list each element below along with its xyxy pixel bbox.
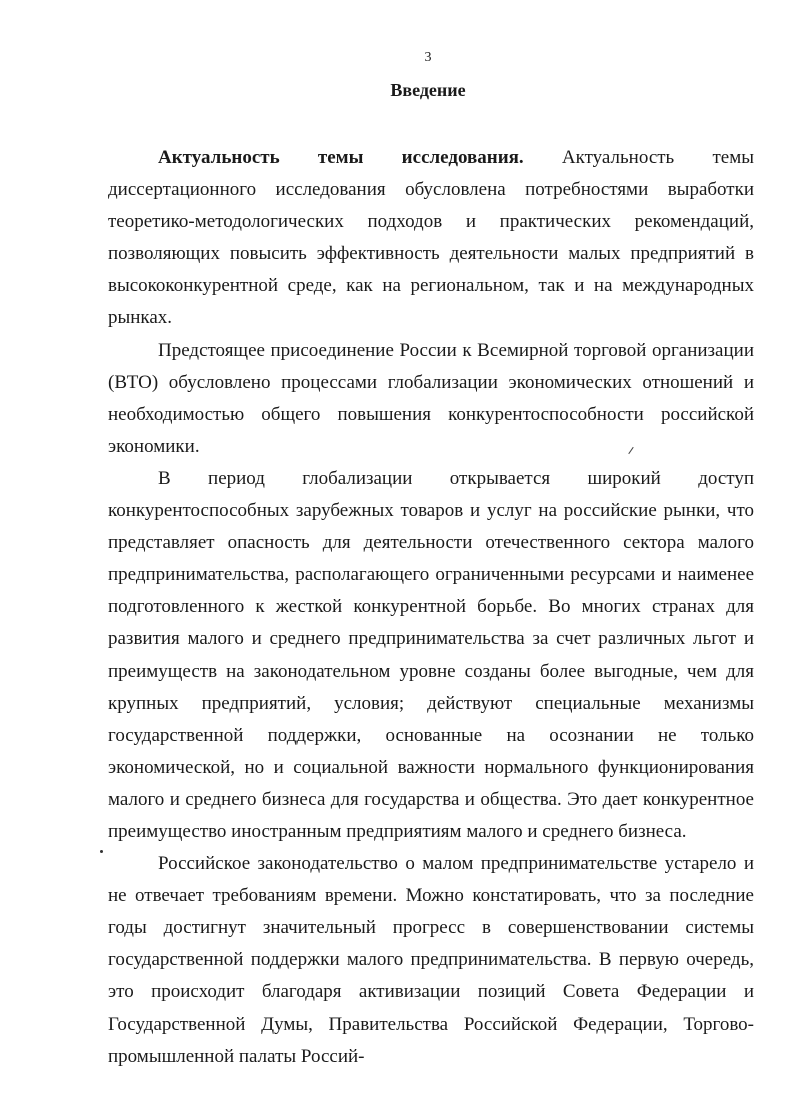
paragraph-legislation: Российское законодательство о малом предпринимательстве устарело и не отвечает требованиям времени. Можно констатировать, что за последние годы достигнут значительный прогресс в совершенствовании системы государственной поддержки малого предпринимательства. В первую очередь, это происходит благодаря активизации позиций Совета Федерации и Государственной Думы, Правительства Российской Федерации, Торгово-промышленной палаты Россий- (108, 853, 754, 1067)
page-number: 3 (424, 50, 432, 65)
body-text (108, 142, 754, 1073)
page-title: Введение (390, 80, 466, 100)
paragraph-globalization: В период глобализации открывается широкий доступ конкурентоспособных зарубежных товаров и услуг на российские рынки, что представляет опасность для деятельности отечественного сектора малого предпринимательства, располагающего ограниченными ресурсами и наименее подготовленного к жесткой конкурентной борьбе. Во многих странах для развития малого и среднего предпринимательства за счет различных льгот и преимуществ на законодательном уровне созданы более выгодные, чем для крупных предприятий, условия; действуют специальные механизмы государственной поддержки, основанные на осознании не только экономической, но и социальной важности нормального функционирования малого и среднего бизнеса для государства и общества. Это дает конкурентное преимущество иностранным предприятиям малого и среднего бизнеса. (108, 467, 754, 842)
paragraph-wto: Предстоящее присоединение России к Всемирной торговой организации (ВТО) обусловлено процессами глобализации экономических отношений и необходимостью общего повышения конкурентоспособности российской экономики. (108, 339, 754, 457)
paragraph-lead: Актуальность темы исследования. (158, 147, 524, 168)
paragraph-relevance (108, 142, 754, 335)
paragraph-text: Актуальность темы диссертационного исследования обусловлена потребностями выработки теоретико-методологических подходов и практических рекомендаций, позволяющих повысить эффективность деятельности малых предприятий в высококонкурентной среде, как на региональном, так и на международных рынках. (108, 147, 754, 329)
scan-speck (100, 850, 103, 853)
